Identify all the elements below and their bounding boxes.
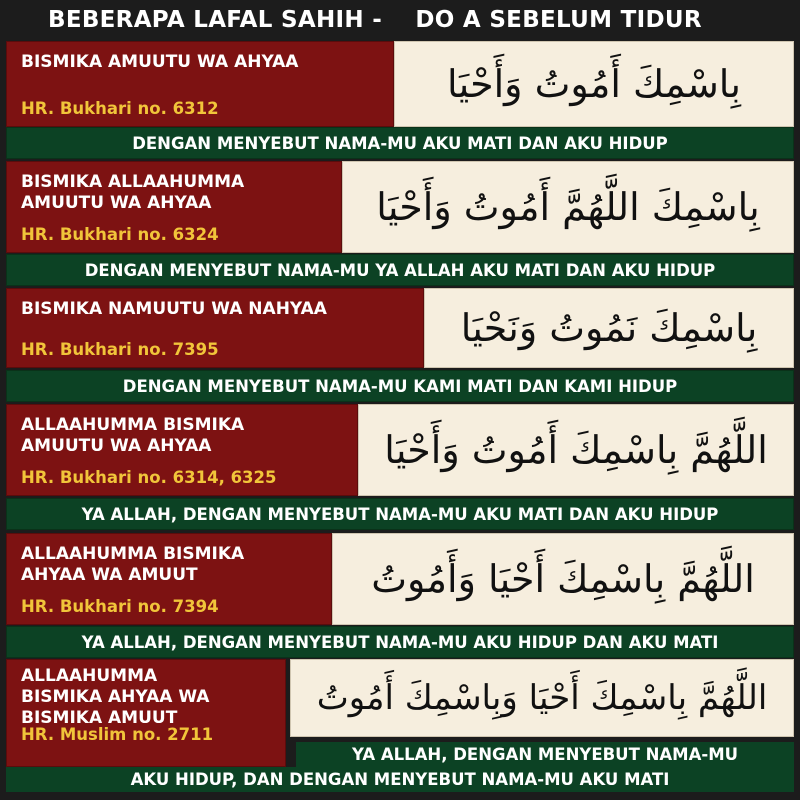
meaning-banner-6 — [0, 742, 800, 792]
prayer-block-4 — [0, 404, 800, 496]
meaning-banner-1: DENGAN MENYEBUT NAMA-MU AKU MATI DAN AKU HIDUP — [6, 127, 794, 159]
arabic-text: بِاسْمِكَ اللَّهُمَّ أَمُوتُ وَأَحْيَا — [342, 161, 794, 253]
meaning-line-1: YA ALLAH, DENGAN MENYEBUT NAMA-MU — [296, 742, 794, 767]
title-right: DO A SEBELUM TIDUR — [415, 7, 702, 33]
page-title — [0, 0, 800, 40]
arabic-text: اللَّهُمَّ بِاسْمِكَ أَحْيَا وَأَمُوتُ — [332, 533, 794, 625]
transliteration-panel — [6, 288, 424, 368]
meaning-banner-3: DENGAN MENYEBUT NAMA-MU KAMI MATI DAN KAMI HIDUP — [6, 370, 794, 402]
transliteration-text: ALLAAHUMMA BISMIKA AMUUTU WA AHYAA — [21, 415, 245, 456]
hadith-reference: HR. Bukhari no. 7395 — [21, 340, 219, 359]
arabic-text: اللَّهُمَّ بِاسْمِكَ أَمُوتُ وَأَحْيَا — [358, 404, 794, 496]
transliteration-panel — [6, 533, 332, 625]
hadith-reference: HR. Muslim no. 2711 — [21, 725, 214, 744]
meaning-banner-5: YA ALLAH, DENGAN MENYEBUT NAMA-MU AKU HIDUP DAN AKU MATI — [6, 626, 794, 658]
transliteration-panel — [6, 41, 394, 127]
hadith-reference: HR. Bukhari no. 7394 — [21, 597, 219, 616]
transliteration-panel — [6, 161, 342, 253]
hadith-reference: HR. Bukhari no. 6324 — [21, 225, 219, 244]
meaning-banner-4: YA ALLAH, DENGAN MENYEBUT NAMA-MU AKU MATI DAN AKU HIDUP — [6, 498, 794, 530]
transliteration-text: BISMIKA NAMUUTU WA NAHYAA — [21, 299, 327, 319]
transliteration-text: ALLAAHUMMA BISMIKA AHYAA WA BISMIKA AMUUT — [21, 666, 210, 728]
meaning-banner-2: DENGAN MENYEBUT NAMA-MU YA ALLAH AKU MATI DAN AKU HIDUP — [6, 254, 794, 286]
prayer-block-6 — [0, 659, 800, 751]
prayer-block-1 — [0, 41, 800, 127]
transliteration-text: ALLAAHUMMA BISMIKA AHYAA WA AMUUT — [21, 544, 245, 585]
arabic-text: اللَّهُمَّ بِاسْمِكَ أَحْيَا وَبِاسْمِكَ أَمُوتُ — [290, 659, 794, 737]
arabic-text: بِاسْمِكَ نَمُوتُ وَنَحْيَا — [424, 288, 794, 368]
prayer-block-5 — [0, 533, 800, 625]
hadith-reference: HR. Bukhari no. 6312 — [21, 99, 219, 118]
arabic-text: بِاسْمِكَ أَمُوتُ وَأَحْيَا — [394, 41, 794, 127]
transliteration-text: BISMIKA AMUUTU WA AHYAA — [21, 52, 299, 72]
meaning-line-2: AKU HIDUP, DAN DENGAN MENYEBUT NAMA-MU AKU MATI — [6, 767, 794, 792]
transliteration-text: BISMIKA ALLAAHUMMA AMUUTU WA AHYAA — [21, 172, 245, 213]
title-left: BEBERAPA LAFAL SAHIH - — [48, 7, 383, 33]
hadith-reference: HR. Bukhari no. 6314, 6325 — [21, 468, 277, 487]
prayer-block-2 — [0, 161, 800, 253]
prayer-block-3 — [0, 288, 800, 368]
transliteration-panel — [6, 404, 358, 496]
